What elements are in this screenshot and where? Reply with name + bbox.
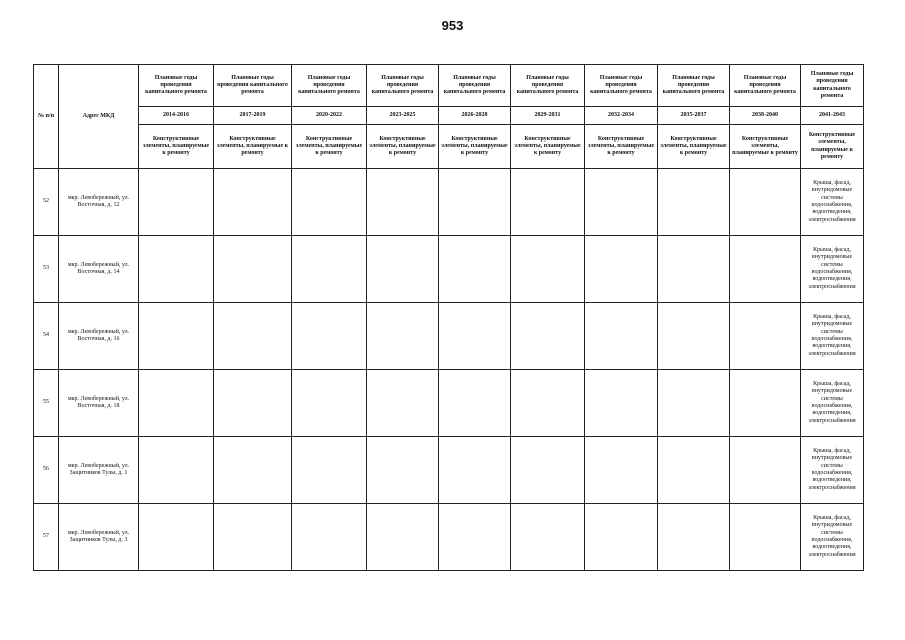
row-number: 57 [34,504,59,571]
planned-works-2041-2043: Крыша, фасад, внутридомовые системы водоснабжения, водоотведения, электроснабжения [801,437,864,504]
address-column-header: Адрес МКД [59,65,139,169]
empty-cell [292,236,367,303]
elements-header: Конструктивные элементы, планируемые к ремонту [730,125,801,169]
period-title: Плановые годы проведения капитального ремонта [367,65,439,107]
planned-works-2041-2043: Крыша, фасад, внутридомовые системы водоснабжения, водоотведения, электроснабжения [801,169,864,236]
period-title: Плановые годы проведения капитального ремонта [658,65,730,107]
empty-cell [214,303,292,370]
empty-cell [585,504,658,571]
empty-cell [214,504,292,571]
empty-cell [658,169,730,236]
empty-cell [511,504,585,571]
period-title: Плановые годы проведения капитального ремонта [730,65,801,107]
row-address: мкр. Левобережный, ул. Защитников Тулы, д. 1 [59,437,139,504]
table-row [34,437,864,504]
row-number: 56 [34,437,59,504]
row-number: 53 [34,236,59,303]
empty-cell [139,437,214,504]
empty-cell [730,236,801,303]
empty-cell [511,303,585,370]
repair-schedule-table [33,64,864,571]
empty-cell [658,303,730,370]
empty-cell [439,437,511,504]
header-row-elements [34,125,864,169]
empty-cell [658,504,730,571]
empty-cell [511,437,585,504]
period-years: 2029-2031 [511,107,585,125]
elements-header: Конструктивные элементы, планируемые к ремонту [585,125,658,169]
row-number: 52 [34,169,59,236]
elements-header: Конструктивные элементы, планируемые к ремонту [139,125,214,169]
period-years: 2023-2025 [367,107,439,125]
planned-works-2041-2043: Крыша, фасад, внутридомовые системы водоснабжения, водоотведения, электроснабжения [801,504,864,571]
row-address: мкр. Левобережный, ул. Защитников Тулы, д. 3 [59,504,139,571]
table-row [34,169,864,236]
empty-cell [730,504,801,571]
empty-cell [292,437,367,504]
empty-cell [730,370,801,437]
table-row [34,303,864,370]
empty-cell [214,169,292,236]
elements-header: Конструктивные элементы, планируемые к ремонту [658,125,730,169]
period-years: 2026-2028 [439,107,511,125]
empty-cell [367,169,439,236]
empty-cell [511,169,585,236]
empty-cell [585,236,658,303]
empty-cell [730,303,801,370]
period-years: 2032-2034 [585,107,658,125]
empty-cell [367,437,439,504]
empty-cell [367,236,439,303]
period-years: 2020-2022 [292,107,367,125]
empty-cell [585,437,658,504]
empty-cell [139,169,214,236]
period-title: Плановые годы проведения капитального ремонта [439,65,511,107]
empty-cell [367,504,439,571]
empty-cell [139,303,214,370]
empty-cell [292,303,367,370]
empty-cell [730,437,801,504]
empty-cell [292,370,367,437]
empty-cell [367,303,439,370]
empty-cell [439,303,511,370]
empty-cell [367,370,439,437]
period-title: Плановые годы проведения капитального ремонта [511,65,585,107]
table-row [34,504,864,571]
period-title: Плановые годы проведения капитального ремонта [292,65,367,107]
empty-cell [214,370,292,437]
period-years: 2038-2040 [730,107,801,125]
planned-works-2041-2043: Крыша, фасад, внутридомовые системы водоснабжения, водоотведения, электроснабжения [801,236,864,303]
row-address: мкр. Левобережный, ул. Восточная, д. 12 [59,169,139,236]
elements-header: Конструктивные элементы, планируемые к ремонту [439,125,511,169]
empty-cell [139,504,214,571]
period-years: 2035-2037 [658,107,730,125]
empty-cell [439,370,511,437]
empty-cell [658,370,730,437]
empty-cell [292,504,367,571]
row-address: мкр. Левобережный, ул. Восточная, д. 16 [59,303,139,370]
planned-works-2041-2043: Крыша, фасад, внутридомовые системы водоснабжения, водоотведения, электроснабжения [801,370,864,437]
period-title: Плановые годы проведения капитального ремонта [801,65,864,107]
empty-cell [214,437,292,504]
elements-header: Конструктивные элементы, планируемые к ремонту [214,125,292,169]
empty-cell [439,236,511,303]
elements-header: Конструктивные элементы, планируемые к ремонту [292,125,367,169]
row-address: мкр. Левобережный, ул. Восточная, д. 14 [59,236,139,303]
empty-cell [214,236,292,303]
elements-header: Конструктивные элементы, планируемые к ремонту [367,125,439,169]
period-title: Плановые годы проведения капитального ремонта [585,65,658,107]
empty-cell [511,236,585,303]
table-row [34,370,864,437]
empty-cell [511,370,585,437]
empty-cell [439,169,511,236]
row-number: 55 [34,370,59,437]
elements-header: Конструктивные элементы, планируемые к ремонту [511,125,585,169]
empty-cell [730,169,801,236]
period-years: 2014-2016 [139,107,214,125]
page-number: 953 [441,18,464,33]
empty-cell [658,437,730,504]
empty-cell [139,236,214,303]
period-title: Плановые годы проведения капитального ремонта [214,65,292,107]
period-years: 2041-2043 [801,107,864,125]
period-title: Плановые годы проведения капитального ремонта [139,65,214,107]
table-row [34,236,864,303]
header-row-years [34,107,864,125]
empty-cell [585,370,658,437]
header-row-titles [34,65,864,107]
planned-works-2041-2043: Крыша, фасад, внутридомовые системы водоснабжения, водоотведения, электроснабжения [801,303,864,370]
empty-cell [585,303,658,370]
empty-cell [292,169,367,236]
empty-cell [139,370,214,437]
row-number: 54 [34,303,59,370]
row-address: мкр. Левобережный, ул. Восточная, д. 18 [59,370,139,437]
period-years: 2017-2019 [214,107,292,125]
num-column-header: № п/п [34,65,59,169]
elements-header: Конструктивные элементы, планируемые к ремонту [801,125,864,169]
empty-cell [585,169,658,236]
empty-cell [439,504,511,571]
empty-cell [658,236,730,303]
